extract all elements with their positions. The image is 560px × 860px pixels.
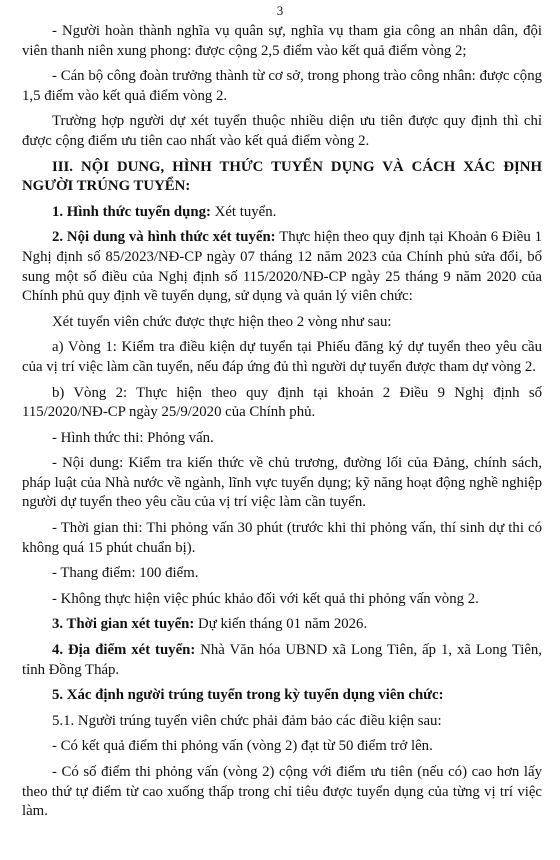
paragraph-recruitment-form: 1. Hình thức tuyển dụng: Xét tuyển. bbox=[52, 203, 277, 220]
paragraph-exam-form: - Hình thức thi: Phỏng vấn. bbox=[52, 429, 214, 446]
paragraph-conditions: 5.1. Người trúng tuyển viên chức phải đảm bảo các điều kiện sau: bbox=[52, 712, 442, 729]
paragraph-exam-content: - Nội dung: Kiểm tra kiến thức về chủ trương, đường lối của Đảng, chính sách, pháp luật của Nhà nước về ngành, lĩnh vực tuyển dụng; kỹ năng hoạt động nghề nghiệp người dự tuyển theo yêu cầu của vị trí việc làm cần tuyển. bbox=[22, 455, 542, 511]
paragraph-priority-union: - Cán bộ công đoàn trưởng thành từ cơ sở, trong phong trào công nhân: được cộng 1,5 điểm vào kết quả điểm vòng 2. bbox=[22, 68, 542, 104]
paragraph-score-scale: - Thang điểm: 100 điểm. bbox=[52, 565, 199, 582]
label-content-form: 2. Nội dung và hình thức xét tuyển: bbox=[52, 229, 276, 246]
page-number: 3 bbox=[276, 3, 284, 18]
label-selection: 5. Xác định người trúng tuyển trong kỳ tuyển dụng viên chức: bbox=[52, 687, 444, 704]
label-schedule: 3. Thời gian xét tuyển: bbox=[52, 616, 195, 633]
paragraph-priority-military: - Người hoàn thành nghĩa vụ quân sự, nghĩa vụ tham gia công an nhân dân, đội viên thanh niên xung phong: được cộng 2,5 điểm vào kết quả điểm vòng 2; bbox=[22, 23, 542, 59]
paragraph-no-review: - Không thực hiện việc phúc khảo đối với kết quả thi phỏng vấn vòng 2. bbox=[52, 590, 479, 607]
paragraph-two-rounds: Xét tuyển viên chức được thực hiện theo 2 vòng như sau: bbox=[52, 313, 392, 330]
paragraph-location: 4. Địa điểm xét tuyển: Nhà Văn hóa UBND xã Long Tiên, ấp 1, xã Long Tiên, tỉnh Đồng Tháp. bbox=[22, 642, 542, 678]
paragraph-condition-ranking: - Có số điểm thi phỏng vấn (vòng 2) cộng với điểm ưu tiên (nếu có) cao hơn lấy theo thứ tự điểm từ cao xuống thấp trong chỉ tiêu được tuyển dụng của từng vị trí việc làm. bbox=[22, 764, 542, 820]
paragraph-round-1: a) Vòng 1: Kiểm tra điều kiện dự tuyển tại Phiếu đăng ký dự tuyển theo yêu cầu của vị trí việc làm cần tuyển, nếu đáp ứng đủ thì người dự tuyển được tham dự vòng 2. bbox=[22, 339, 542, 375]
paragraph-priority-multiple: Trường hợp người dự xét tuyển thuộc nhiều diện ưu tiên được quy định thì chỉ được cộng điểm ưu tiên cao nhất vào kết quả điểm vòng 2. bbox=[22, 113, 542, 149]
paragraph-content-form: 2. Nội dung và hình thức xét tuyển: Thực hiện theo quy định tại Khoản 6 Điều 1 Nghị định số 85/2023/NĐ-CP ngày 07 tháng 12 năm 2023 của Chính phủ sửa đổi, bổ sung một số điều của Nghị định số 115/2020/NĐ-CP ngày 25 tháng 9 năm 2020 của Chính phủ quy định về tuyển dụng, sử dụng và quản lý viên chức: bbox=[22, 229, 543, 305]
section-heading-iii: III. NỘI DUNG, HÌNH THỨC TUYỂN DỤNG VÀ CÁCH XÁC ĐỊNH NGƯỜI TRÚNG TUYỂN: bbox=[22, 158, 542, 195]
paragraph-exam-time: - Thời gian thi: Thi phỏng vấn 30 phút (trước khi thi phỏng vấn, thí sinh dự thi có không quá 15 phút chuẩn bị). bbox=[22, 520, 542, 556]
paragraph-round-2: b) Vòng 2: Thực hiện theo quy định tại khoản 2 Điều 9 Nghị định số 115/2020/NĐ-CP ngày 25/9/2020 của Chính phủ. bbox=[22, 384, 542, 421]
label-location: 4. Địa điểm xét tuyển: bbox=[52, 642, 196, 659]
paragraph-schedule: 3. Thời gian xét tuyển: Dự kiến tháng 01 năm 2026. bbox=[52, 616, 368, 633]
paragraph-selection-heading bbox=[22, 686, 542, 706]
document-body bbox=[22, 22, 542, 828]
label-recruitment-form: 1. Hình thức tuyển dụng: bbox=[52, 203, 211, 220]
paragraph-condition-score: - Có kết quả điểm thi phỏng vấn (vòng 2) đạt từ 50 điểm trở lên. bbox=[52, 738, 433, 755]
